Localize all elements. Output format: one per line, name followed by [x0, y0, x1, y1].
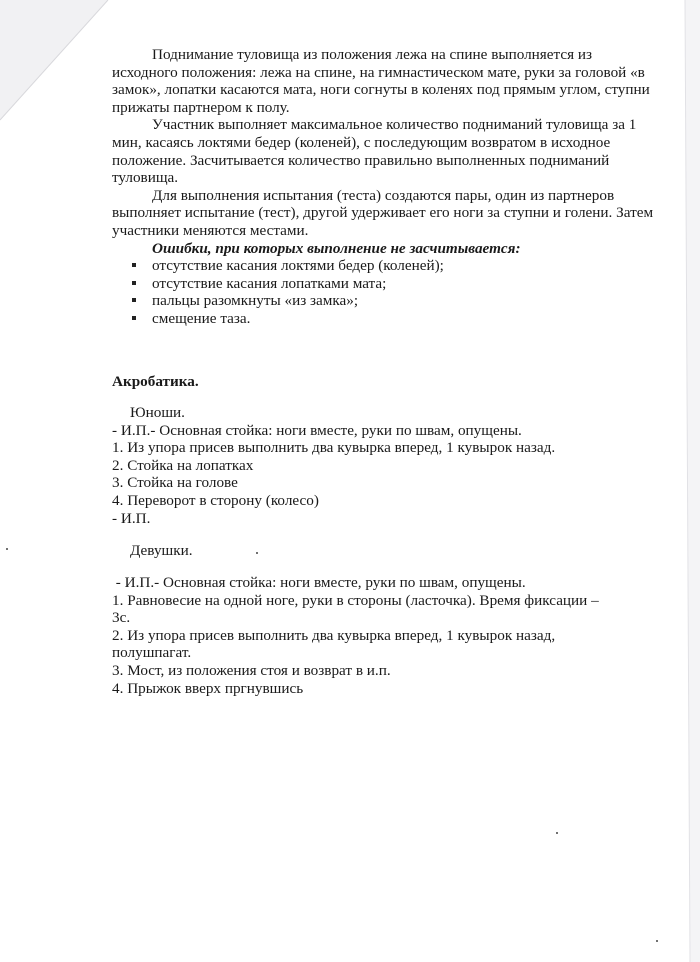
paragraph-situps-pairs: Для выполнения испытания (теста) создаются пары, один из партнеров выполняет испытание (тест), другой удерживает его ноги за ступни и голени. Затем участники меняются местами.: [112, 186, 654, 239]
boys-line: 3. Стойка на голове: [112, 474, 238, 492]
girls-line: 4. Прыжок вверх пргнувшись: [112, 679, 304, 697]
boys-line: 1. Из упора присев выполнить два кувырка вперед, 1 кувырок назад.: [112, 439, 556, 457]
girls-line: - И.П.- Основная стойка: ноги вместе, руки по швам, опущены.: [112, 574, 526, 591]
boys-line: 4. Переворот в сторону (колесо): [112, 491, 319, 509]
boys-label: Юноши.: [130, 404, 185, 421]
boys-line: 2. Стойка на лопатках: [112, 456, 254, 474]
bullet-square-icon: [132, 281, 136, 285]
girls-section: [112, 574, 599, 697]
paragraph-situps-rules: Участник выполняет максимальное количество подниманий туловища за 1 мин, касаясь локтями бедер (коленей), с последующим возвратом в исходное положение. Засчитывается количество правильно выполненных подниманий туловища.: [112, 116, 637, 187]
document-page: [112, 46, 657, 697]
bullet-square-icon: [132, 316, 136, 320]
girls-label-block: [112, 542, 193, 560]
bullet-square-icon: [132, 298, 136, 302]
girls-line: 1. Равновесие на одной ноге, руки в стороны (ласточка). Время фиксации –: [112, 591, 599, 609]
boys-line: - И.П.- Основная стойка: ноги вместе, руки по швам, опущены.: [112, 421, 522, 439]
boys-section: [112, 404, 555, 527]
errors-heading: Ошибки, при которых выполнение не засчитывается:: [152, 239, 521, 257]
list-item: отсутствие касания локтями бедер (коленей);: [112, 257, 657, 275]
list-item: смещение таза.: [112, 310, 657, 328]
scan-speck: [656, 940, 658, 942]
list-item: пальцы разомкнуты «из замка»;: [112, 292, 657, 310]
paragraph-situps-description: Поднимание туловища из положения лежа на спине выполняется из исходного положения: лежа на спине, на гимнастическом мате, руки за головой «в замок», лопатки касаются мата, ноги согнуты в коленях под прямым углом, ступни прижаты партнером к полу.: [112, 46, 650, 116]
girls-line: 2. Из упора присев выполнить два кувырка вперед, 1 кувырок назад,: [112, 626, 556, 644]
bullet-square-icon: [132, 263, 136, 267]
girls-line: 3. Мост, из положения стоя и возврат в и.п.: [112, 661, 391, 679]
list-item: отсутствие касания лопатками мата;: [112, 275, 657, 293]
scan-speck: [256, 552, 258, 554]
errors-list: [112, 257, 657, 327]
boys-line: - И.П.: [112, 509, 151, 527]
girls-label: Девушки.: [130, 542, 193, 559]
acrobatics-title: Акробатика.: [112, 373, 199, 390]
girls-line: полушпагат.: [112, 644, 192, 662]
scan-speck: [6, 548, 8, 550]
scan-speck: [556, 832, 558, 834]
girls-line: 3с.: [112, 609, 131, 627]
